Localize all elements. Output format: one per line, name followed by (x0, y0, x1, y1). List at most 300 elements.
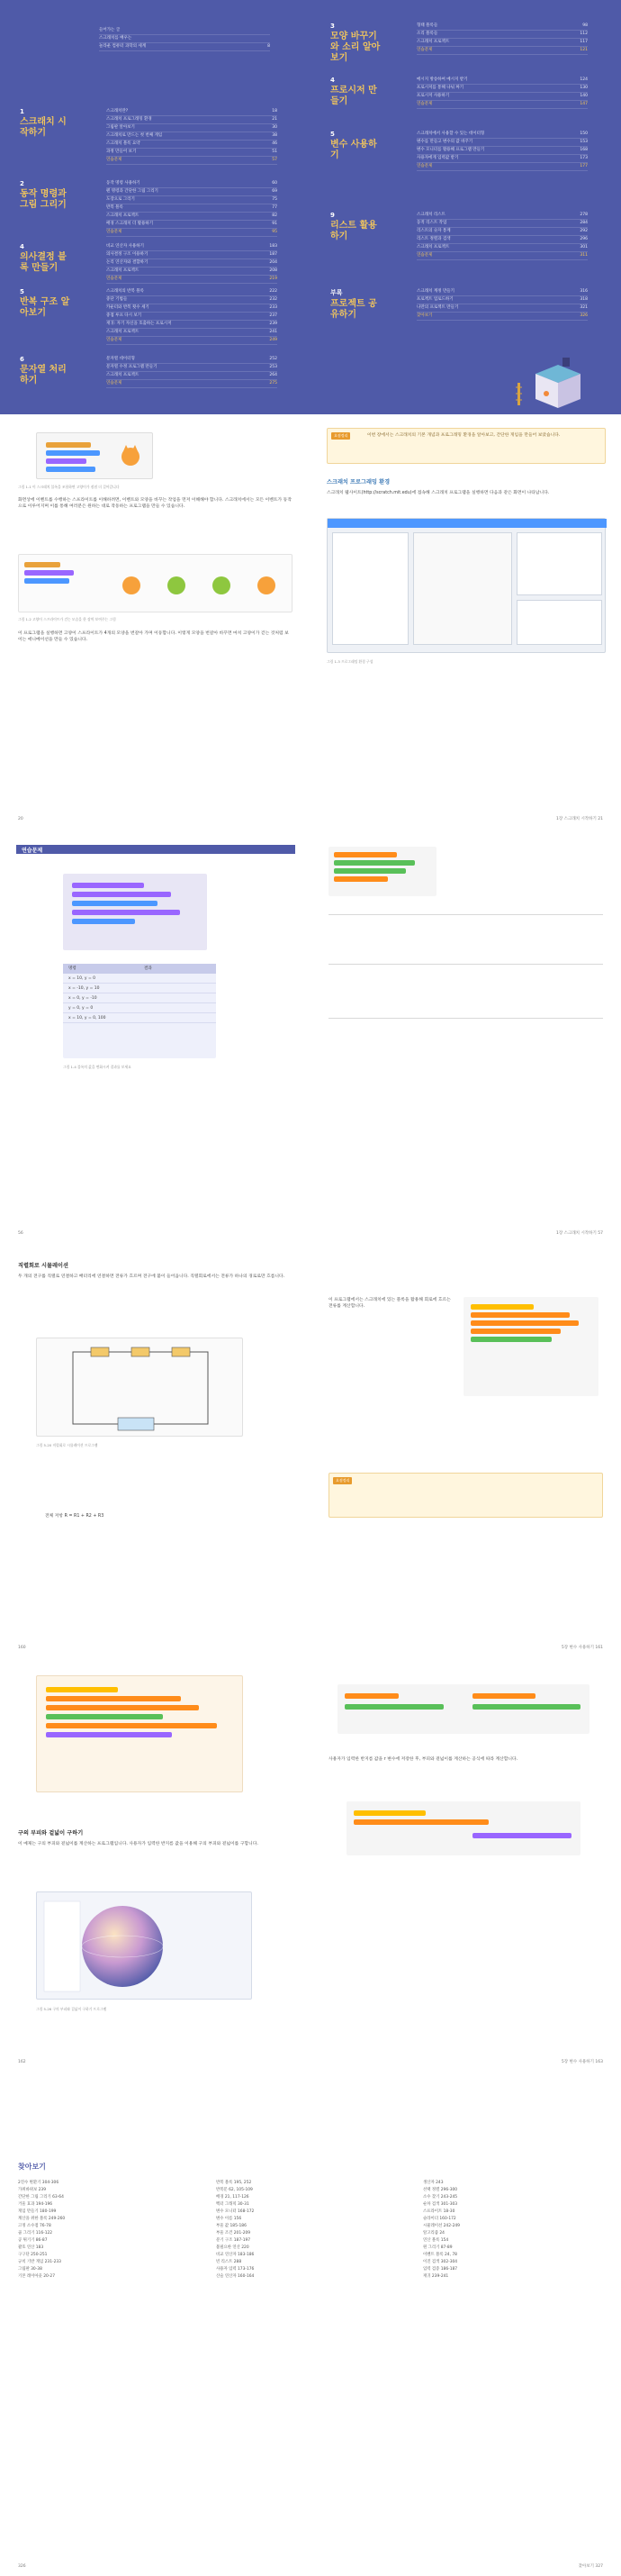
toc-item[interactable] (417, 147, 588, 155)
toc-item[interactable] (106, 213, 277, 221)
toc-chapter (330, 131, 600, 168)
script-block (46, 1687, 118, 1692)
chapter-title[interactable]: 리스트 활용하기 (330, 221, 377, 241)
toc-spread (0, 0, 621, 414)
script-block (472, 1704, 580, 1710)
body-paragraph: 화면상에 이벤트를 수행하는 스프라이트를 이해하려면, 이벤트와 모양을 바꾸는 작업을 먼저 이해해야 합니다. 스크래치에서는 모든 이벤트가 동작으로 이루어지며 이를 통해 여러분은 원하는 대로 작동하는 프로그램을 만들 수 있습니다. (18, 498, 292, 510)
toc-item-page: 117 (580, 40, 588, 44)
script-block (46, 1732, 172, 1737)
spread-circuit (0, 1243, 621, 1657)
script-block (72, 910, 180, 915)
toc-item[interactable] (417, 85, 588, 93)
index-entry: 공 튀기기 86-87 (18, 2238, 48, 2243)
toc-item[interactable] (417, 93, 588, 101)
toc-item-label: 소리 블록들 (417, 32, 438, 36)
toc-item-label: 스크래치 프로젝트 (106, 330, 140, 334)
toc-intro-item: 스크래치를 배우는 (99, 35, 270, 43)
toc-item-label: 프로젝트 업로드하기 (417, 297, 454, 302)
toc-item-page: 150 (580, 132, 588, 136)
index-entry: 규칙 기반 게임 231-233 (18, 2260, 61, 2264)
toc-item-page: 241 (269, 330, 277, 334)
toc-item-label: 펜 명령과 간단한 그림 그리기 (106, 189, 158, 194)
toc-item-label: 스크래치 블록 요약 (106, 141, 140, 146)
toc-item-page: 208 (269, 268, 277, 273)
toc-item[interactable] (106, 108, 277, 116)
table-row (63, 974, 216, 984)
toc-item-page: 318 (580, 297, 588, 302)
toc-item-page: 253 (269, 365, 277, 369)
toc-item[interactable] (106, 243, 277, 251)
chapter-title[interactable]: 동작 명령과 그림 그리기 (20, 189, 67, 210)
scratch-block-palette (332, 532, 409, 645)
toc-item[interactable] (417, 139, 588, 147)
index-entry: 배경 21, 117-126 (216, 2195, 249, 2200)
toc-item-page: 311 (580, 253, 588, 258)
tip-box (328, 1473, 603, 1518)
toc-item-label: 중단 기법들 (106, 297, 128, 302)
index-entry: 구구단 250-251 (18, 2253, 48, 2257)
chapter-number: 1 (20, 108, 24, 115)
toc-item[interactable] (417, 313, 588, 321)
index-entry: 게임 만들기 180-199 (18, 2209, 57, 2214)
toc-item-page: 187 (269, 252, 277, 257)
table-row (63, 984, 216, 993)
toc-item[interactable] (417, 39, 588, 47)
index-entry: 연산 블록 154 (423, 2238, 449, 2243)
script-block (334, 876, 388, 882)
toc-item-page: 222 (269, 289, 277, 294)
figure-caption: 그림 1-4 블록의 값을 변화시켜 결과를 보세요 (63, 1065, 131, 1069)
toc-left-page (0, 0, 310, 414)
script-block (334, 852, 397, 857)
script-block (46, 458, 86, 464)
toc-item[interactable] (417, 228, 588, 236)
toc-item-page: 95 (272, 230, 277, 234)
index-entry: 벡터 그래픽 30-31 (216, 2202, 249, 2207)
index-entry: 시뮬레이션 242-249 (423, 2224, 460, 2228)
toc-item[interactable] (417, 288, 588, 296)
script-block (471, 1320, 579, 1326)
toc-item-page: 51 (272, 150, 277, 154)
script-block (471, 1304, 534, 1310)
index-entry: 슬라이더 160-172 (423, 2217, 456, 2221)
toc-item-label: 스크래치에서 사용할 수 있는 데이터형 (417, 132, 485, 136)
chapter-title[interactable]: 모양 바꾸기와 소리 알아보기 (330, 32, 381, 63)
divider (328, 914, 603, 915)
toc-item-page: 301 (580, 245, 588, 249)
toc-item-page: 296 (580, 237, 588, 241)
toc-item-label: 그림판 알아보기 (106, 125, 135, 130)
toc-chapter (20, 243, 290, 281)
page-number: 162 (18, 2060, 26, 2064)
chapter-title[interactable]: 스크래치 시작하기 (20, 117, 67, 138)
toc-item-page: 183 (269, 244, 277, 249)
index-entry: 이진 검색 302-304 (423, 2260, 458, 2264)
chapter-items (106, 180, 277, 237)
toc-item-label: 스크래치로 만드는 첫 번째 게임 (106, 133, 163, 138)
toc-item[interactable] (106, 188, 277, 196)
script-block (46, 450, 100, 456)
page-number: 20 (18, 817, 23, 821)
script-block (72, 892, 171, 897)
spread-index (0, 2072, 621, 2576)
index-entry: 생산자 243 (423, 2181, 444, 2185)
script-block (72, 883, 144, 888)
divider (328, 964, 603, 965)
page-number: 160 (18, 1646, 26, 1650)
toc-item-label: 변수를 만들고 변수의 값 바꾸기 (417, 140, 473, 144)
toc-item[interactable] (417, 252, 588, 260)
script-block (46, 467, 95, 472)
index-entry: 변수 모니터 168-172 (216, 2209, 255, 2214)
chapter-title[interactable]: 프로시저 만들기 (330, 86, 377, 106)
toc-item-label: 스크래치 프로젝트 (417, 245, 450, 249)
figure-caption: 그림 1-1 이 스크래치 블록을 조합하면 고양이가 점점 더 걸어갑니다 (18, 485, 120, 489)
toc-item[interactable] (106, 221, 277, 229)
toc-item[interactable] (106, 276, 277, 284)
toc-item-label: 문자열 수정 프로그램 만들기 (106, 365, 158, 369)
index-entry: 2진수 변환기 304-306 (18, 2181, 59, 2185)
index-entry: 가위바위보 239 (18, 2188, 46, 2192)
toc-item[interactable] (106, 124, 277, 132)
index-entry: 순차 검색 301-303 (423, 2202, 458, 2207)
table-cell: x = 0, y = -10 (68, 996, 97, 1001)
toc-item-page: 173 (580, 156, 588, 160)
index-column (18, 2180, 180, 2281)
toc-item-label: 논리 연산자와 결합하기 (106, 260, 148, 265)
toc-item-label: 재귀: 자기 자신을 호출하는 프로시저 (106, 322, 172, 326)
chapter-items (417, 288, 588, 321)
toc-item-label: 메시지 방송하여 메시지 받기 (417, 77, 468, 82)
table-header: 명령 결과 (63, 964, 216, 974)
toc-item-label: 연습문제 (417, 164, 433, 168)
toc-item[interactable] (106, 337, 277, 345)
body-paragraph: 사용자가 입력한 반지름 값을 r 변수에 저장한 후, 부피와 겉넓이를 계산하는 공식에 따라 계산합니다. (328, 1757, 518, 1762)
toc-item-page: 275 (269, 381, 277, 385)
sphere-icon (37, 1892, 253, 2000)
script-block (471, 1312, 570, 1318)
toc-item-label: 프로시저를 통해 나눠 짜기 (417, 86, 464, 90)
toc-item[interactable] (417, 163, 588, 171)
chapter-title[interactable]: 변수 사용하기 (330, 140, 377, 160)
spread-sphere (0, 1657, 621, 2072)
toc-item[interactable] (417, 212, 588, 220)
toc-item-page: 168 (580, 148, 588, 152)
toc-item[interactable] (106, 141, 277, 149)
figure-scratch-ui (327, 518, 606, 653)
toc-item[interactable] (106, 304, 277, 313)
toc-item-page: 153 (580, 140, 588, 144)
toc-item[interactable] (106, 321, 277, 329)
scratch-script-area (413, 532, 512, 645)
section-heading: 직렬회로 시뮬레이션 (18, 1263, 68, 1269)
script-block (354, 1810, 426, 1816)
toc-chapter (20, 108, 290, 162)
toc-item-label: 동작 명령 사용하기 (106, 181, 140, 186)
figure-caption: 그림 5-20 직렬회로 시뮬레이션 프로그램 (36, 1443, 98, 1447)
cube-illustration (500, 356, 590, 410)
toc-intro (99, 27, 270, 51)
toc-item[interactable] (417, 296, 588, 304)
chapter-number: 5 (20, 288, 24, 295)
index-entry: 부울 조건 201-209 (216, 2231, 251, 2236)
toc-item-page: 124 (580, 77, 588, 82)
toc-item-label: 사용자에게 입력값 받기 (417, 156, 459, 160)
toc-chapter (20, 288, 290, 342)
index-entry: 계산을 위한 블록 249-260 (18, 2217, 66, 2221)
index-title: 찾아보기 (18, 2163, 46, 2171)
toc-item[interactable] (417, 304, 588, 313)
toc-item-label: 스크래치 프로젝트 (106, 373, 140, 377)
page-number: 5장 변수 사용하기 161 (561, 1646, 603, 1650)
toc-item-label: 연습문제 (106, 277, 122, 281)
toc-item-page: 38 (272, 133, 277, 138)
index-entry: 괄호 연산 183 (18, 2245, 44, 2250)
scratch-sprite-list (517, 600, 602, 645)
toc-item[interactable] (106, 149, 277, 157)
index-entry: 고정 소수점 76-78 (18, 2224, 51, 2228)
page-56 (0, 829, 310, 1243)
toc-item[interactable] (417, 31, 588, 39)
toc-item-label: 스크래치란? (106, 109, 129, 113)
toc-item[interactable] (106, 132, 277, 141)
toc-item-label: 도장으로 그리기 (106, 197, 135, 202)
page-number: 56 (18, 1231, 23, 1236)
page-162 (0, 1657, 310, 2072)
index-entry: 원 그리기 87-89 (423, 2245, 453, 2250)
chapter-number: 6 (20, 356, 24, 363)
index-entry: 재귀 239-241 (423, 2274, 449, 2279)
toc-item-page: 252 (269, 357, 277, 361)
toc-item-label: 연습문제 (106, 381, 122, 385)
chapter-items (417, 212, 588, 260)
script-block (334, 860, 415, 866)
index-column (423, 2180, 585, 2281)
tip-box (327, 428, 606, 464)
toc-item-label: 변수 모니터를 활용해 프로그램 만들기 (417, 148, 485, 152)
index-entry: 반복 블록 195, 252 (216, 2181, 252, 2185)
toc-intro-item: 들어가는 글 (99, 27, 270, 35)
chapter-title[interactable]: 문자열 처리하기 (20, 365, 67, 385)
toc-item[interactable] (106, 229, 277, 237)
toc-item-label: 카운터와 반복 횟수 세기 (106, 305, 149, 310)
toc-item[interactable] (106, 364, 277, 372)
toc-intro-item: 놀라운 컴퓨터 과학의 세계 8 (99, 43, 270, 51)
toc-item[interactable] (106, 259, 277, 268)
body-paragraph: 이 프로그램을 실행하면 고양이 스프라이트가 4개의 모양을 번갈아 가며 이동합니다. 이렇게 모양을 번갈아 바꾸면 마치 고양이가 걷는 것처럼 보이는 애니메이션을 만들 수 있습니다. (18, 631, 289, 643)
chapter-title[interactable]: 프로젝트 공유하기 (330, 299, 377, 320)
toc-chapter (330, 77, 600, 107)
toc-item[interactable] (417, 236, 588, 244)
toc-item[interactable] (417, 155, 588, 163)
toc-item-page: 264 (269, 373, 277, 377)
toc-item[interactable] (417, 47, 588, 55)
toc-item[interactable] (106, 288, 277, 296)
chapter-items (106, 108, 277, 165)
toc-item-page: 284 (580, 221, 588, 225)
toc-item[interactable] (106, 313, 277, 321)
chapter-number: 2 (20, 180, 24, 187)
figure-circuit-script (464, 1297, 598, 1396)
toc-item-page: 60 (272, 181, 277, 186)
tip-badge: 요점정리 (333, 1477, 352, 1484)
toc-item-label: 리스트 정렬과 검색 (417, 237, 451, 241)
index-entry: 거울 효과 194-196 (18, 2202, 53, 2207)
table-cell: x = 10, y = 0 (68, 976, 96, 981)
page-number: 찾아보기 327 (578, 2564, 603, 2569)
toc-item-page: 46 (272, 141, 277, 146)
toc-item[interactable] (106, 296, 277, 304)
exercise-blocks-figure (63, 874, 207, 950)
toc-item[interactable] (106, 180, 277, 188)
spread-exercises (0, 829, 621, 1243)
script-block (354, 1819, 489, 1825)
toc-item-page: 77 (272, 205, 277, 210)
figure-circuit (36, 1338, 243, 1437)
toc-item-label: 스크래치 프로젝트 (106, 268, 140, 273)
scratch-stage (517, 532, 602, 595)
toc-item-page: 140 (580, 94, 588, 98)
toc-item[interactable] (417, 244, 588, 252)
index-entry: 이벤트 블록 24, 78 (423, 2253, 457, 2257)
index-entry: 불필요한 연산 220 (216, 2245, 249, 2250)
toc-item-label: 연습문제 (417, 48, 433, 52)
script-block (46, 442, 91, 448)
toc-chapter (330, 288, 600, 321)
toc-item-page: 30 (272, 125, 277, 130)
section-heading: 구의 부피와 겉넓이 구하기 (18, 1830, 84, 1837)
toc-item[interactable] (106, 196, 277, 204)
toc-item-page: 21 (272, 117, 277, 122)
page-number: 326 (18, 2564, 26, 2569)
script-block (24, 570, 74, 576)
toc-item-page: 177 (580, 164, 588, 168)
index-column (216, 2180, 378, 2281)
scratch-menubar (328, 519, 607, 528)
toc-item-label: 의사결정 구조 이용하기 (106, 252, 148, 257)
toc-item-page: 321 (580, 305, 588, 310)
toc-item-page: 57 (272, 158, 277, 162)
toc-item[interactable] (106, 329, 277, 337)
toc-item-page: 98 (582, 23, 588, 28)
index-entry: 부울 값 185-186 (216, 2224, 247, 2228)
chapter-items (106, 356, 277, 388)
chapter-items (106, 288, 277, 345)
page-20 (0, 414, 310, 829)
chapter-number: 4 (330, 77, 335, 84)
toc-item[interactable] (417, 220, 588, 228)
toc-item-label: 스크래치 프로젝트 (417, 40, 450, 44)
toc-item[interactable] (106, 251, 277, 259)
page-163 (310, 1657, 621, 2072)
toc-item[interactable] (106, 157, 277, 165)
section-heading: 스크래치 프로그래밍 환경 (327, 479, 391, 485)
toc-item[interactable] (417, 131, 588, 139)
body-paragraph: 스크래치 웹사이트(http://scratch.mit.edu)에 접속해 스크래치 프로그램을 실행하면 다음과 같은 화면이 나타납니다. (327, 491, 550, 495)
toc-item-label: 연습문제 (417, 102, 433, 106)
toc-item-label: 문자열 데이터형 (106, 357, 135, 361)
toc-item[interactable] (106, 380, 277, 388)
body-paragraph: 두 개의 전구를 직렬로 연결하고 배터리에 연결하면 전류가 흐르며 전구에 불이 들어옵니다. 직렬회로에서는 전류가 하나의 경로로만 흐릅니다. (18, 1274, 285, 1279)
figure-walking-cats (18, 554, 292, 612)
toc-item-label: 배경 스크래치 더 활용하기 (106, 222, 154, 226)
toc-item[interactable] (106, 268, 277, 276)
script-block (472, 1833, 572, 1838)
toc-item[interactable] (417, 23, 588, 31)
divider (328, 1018, 603, 1019)
toc-item[interactable] (106, 356, 277, 364)
toc-item-page: 18 (272, 109, 277, 113)
index-entry: 산술 연산자 160-164 (216, 2274, 255, 2279)
toc-right-page (310, 0, 621, 414)
toc-item-label: 연습문제 (106, 158, 122, 162)
script-block (471, 1329, 561, 1334)
figure-sphere (36, 1891, 252, 2000)
toc-item-label: 연습문제 (106, 338, 122, 342)
chapter-items (417, 77, 588, 109)
figure-caption: 그림 1-3 프로그래밍 환경 구성 (327, 659, 374, 664)
toc-item-label: 비교 연산자 사용하기 (106, 244, 144, 249)
toc-item-label: 중첩 루프 다시 보기 (106, 313, 142, 318)
script-block (24, 578, 69, 584)
toc-item[interactable] (106, 372, 277, 380)
toc-item-label: 스크래치 프로그래밍 환경 (106, 117, 152, 122)
chapter-number: 9 (330, 212, 335, 219)
toc-item-page: 219 (269, 277, 277, 281)
script-block (472, 1693, 536, 1699)
toc-item-page: 112 (580, 32, 588, 36)
script-block (46, 1696, 181, 1701)
spread-chapter1 (0, 414, 621, 829)
index-entry: 반복문 62, 105-109 (216, 2188, 253, 2192)
index-entry: 입력 검증 186-187 (423, 2267, 458, 2272)
script-block (46, 1714, 163, 1719)
toc-item-page: 130 (580, 86, 588, 90)
toc-item-label: 동적 리스트 작업 (417, 221, 447, 225)
figure-script (346, 1801, 580, 1855)
toc-item-label: 스크래치 리스트 (417, 213, 446, 217)
table-cell: x = 10, y = 0, 100 (68, 1016, 106, 1020)
toc-item-page: 249 (269, 338, 277, 342)
index-entry: 알고리즘 24 (423, 2231, 445, 2236)
figure-script (338, 1684, 590, 1734)
script-block (24, 562, 60, 567)
table-cell: y = 0, y = 0 (68, 1006, 94, 1011)
toc-chapter (330, 212, 600, 258)
toc-item[interactable] (106, 204, 277, 213)
toc-item[interactable] (106, 116, 277, 124)
script-block (72, 919, 135, 924)
page-160 (0, 1243, 310, 1657)
chapter-items (106, 243, 277, 284)
page-21 (310, 414, 621, 829)
chapter-title[interactable]: 의사결정 블록 만들기 (20, 252, 67, 273)
cat-costumes-icon (109, 564, 289, 603)
toc-item-label: 프로시저 사용하기 (417, 94, 450, 98)
toc-item[interactable] (417, 101, 588, 109)
chapter-number: 5 (330, 131, 335, 138)
toc-item-page: 69 (272, 189, 277, 194)
toc-item-label: 스크래치의 반복 블록 (106, 289, 144, 294)
toc-item-page: 239 (269, 322, 277, 326)
toc-item-page: 91 (272, 222, 277, 226)
page-57 (310, 829, 621, 1243)
chapter-title[interactable]: 반복 구조 알아보기 (20, 297, 70, 318)
circuit-diagram-icon (37, 1338, 244, 1438)
index-entry: 빈 리스트 288 (216, 2260, 242, 2264)
toc-item[interactable] (417, 77, 588, 85)
exercise-header-bar (16, 845, 295, 854)
